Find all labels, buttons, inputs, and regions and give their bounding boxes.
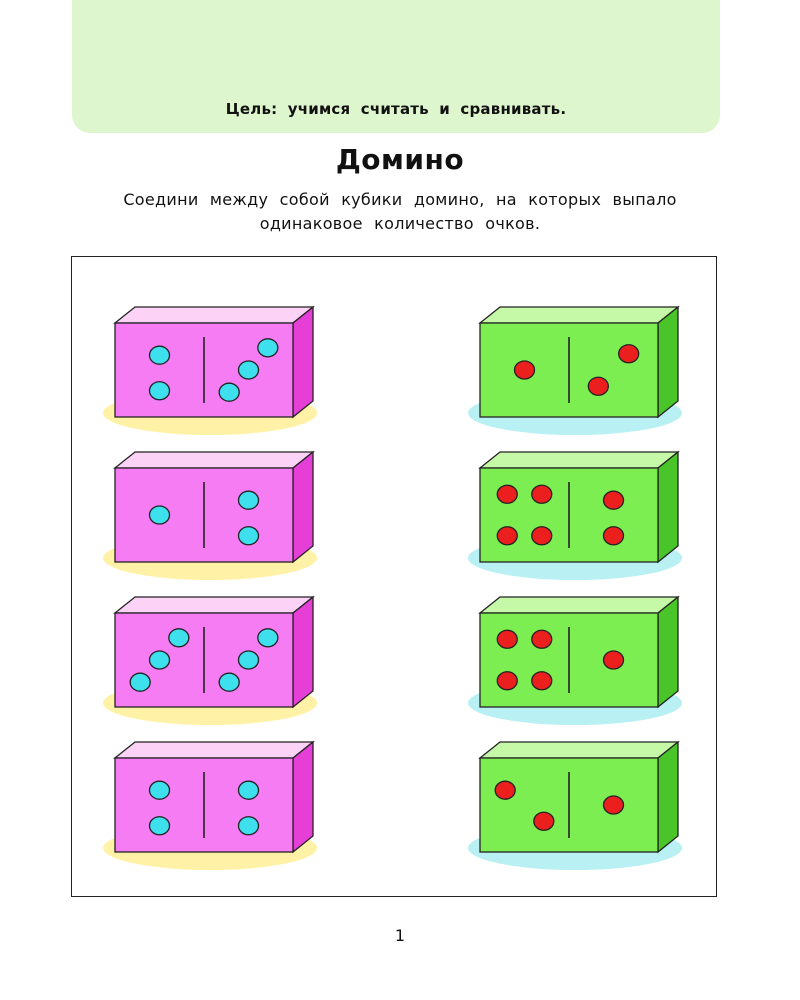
cyan-pip	[150, 817, 170, 835]
red-pip	[604, 651, 624, 669]
red-pip	[497, 527, 517, 545]
red-pip	[619, 345, 639, 363]
domino-side-face	[658, 307, 678, 417]
red-pip	[532, 485, 552, 503]
domino-illustration	[72, 257, 718, 898]
red-pip	[497, 672, 517, 690]
goal-text: учимся считать и сравнивать.	[287, 100, 567, 118]
cyan-pip	[258, 339, 278, 357]
red-pip	[515, 361, 535, 379]
red-pip	[588, 377, 608, 395]
domino-top-face	[115, 597, 313, 613]
domino-top-face	[115, 452, 313, 468]
page-number: 1	[394, 926, 406, 945]
domino-side-face	[658, 597, 678, 707]
cyan-pip	[150, 346, 170, 364]
domino-top-face	[480, 452, 678, 468]
domino-side-face	[293, 597, 313, 707]
domino-top-face	[480, 742, 678, 758]
cyan-pip	[219, 673, 239, 691]
goal-line	[72, 100, 720, 118]
cyan-pip	[150, 781, 170, 799]
pink-domino-4[interactable]	[103, 742, 317, 870]
cyan-pip	[239, 527, 259, 545]
domino-side-face	[658, 742, 678, 852]
pink-domino-3[interactable]	[103, 597, 317, 725]
cyan-pip	[150, 651, 170, 669]
cyan-pip	[219, 383, 239, 401]
domino-side-face	[293, 452, 313, 562]
domino-top-face	[480, 597, 678, 613]
page-title: Домино	[335, 143, 465, 176]
cyan-pip	[239, 817, 259, 835]
pink-domino-2[interactable]	[103, 452, 317, 580]
cyan-pip	[239, 651, 259, 669]
task-frame	[71, 256, 717, 897]
green-domino-3[interactable]	[468, 597, 682, 725]
cyan-pip	[150, 506, 170, 524]
task-instruction: Соедини между собой кубики домино, на которых выпало одинаковое количество очков.	[123, 190, 677, 233]
red-pip	[604, 491, 624, 509]
red-pip	[497, 630, 517, 648]
green-domino-4[interactable]	[468, 742, 682, 870]
pink-domino-1[interactable]	[103, 307, 317, 435]
cyan-pip	[130, 673, 150, 691]
cyan-pip	[258, 629, 278, 647]
cyan-pip	[169, 629, 189, 647]
goal-banner	[72, 0, 720, 133]
cyan-pip	[239, 491, 259, 509]
red-pip	[532, 630, 552, 648]
red-pip	[604, 527, 624, 545]
green-domino-1[interactable]	[468, 307, 682, 435]
red-pip	[497, 485, 517, 503]
goal-label: Цель:	[225, 100, 278, 118]
domino-side-face	[658, 452, 678, 562]
domino-top-face	[115, 742, 313, 758]
red-pip	[604, 796, 624, 814]
cyan-pip	[150, 382, 170, 400]
cyan-pip	[239, 361, 259, 379]
red-pip	[532, 672, 552, 690]
cyan-pip	[239, 781, 259, 799]
domino-side-face	[293, 742, 313, 852]
red-pip	[534, 812, 554, 830]
domino-top-face	[115, 307, 313, 323]
domino-side-face	[293, 307, 313, 417]
domino-top-face	[480, 307, 678, 323]
green-domino-2[interactable]	[468, 452, 682, 580]
red-pip	[532, 527, 552, 545]
red-pip	[495, 781, 515, 799]
